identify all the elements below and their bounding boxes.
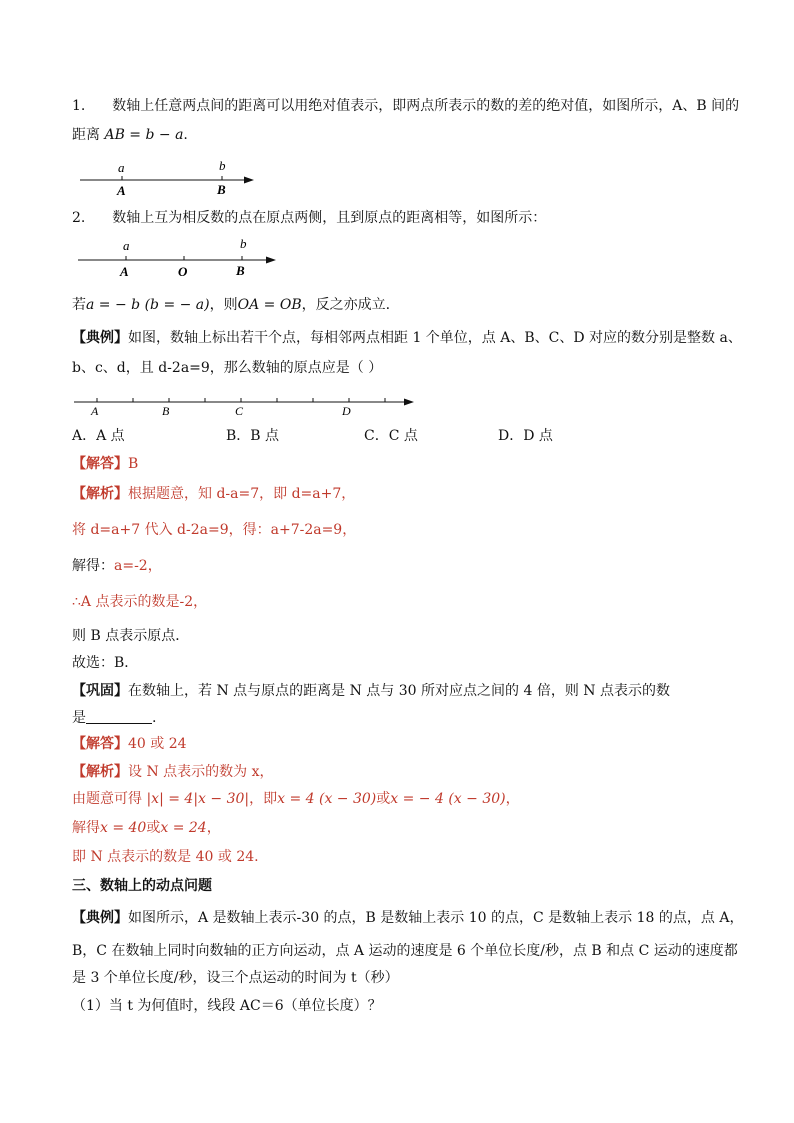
sol2-formula-3: x = − 4 (x − 30) [390,791,506,807]
fig2-label-B: B [236,263,245,278]
section-3-title: 三、数轴上的动点问题 [72,878,212,894]
ex3-q1-text: （1）当 t 为何值时，线段 AC＝6（单位长度）？ [72,998,382,1014]
fig1-label-b: b [219,158,226,173]
sol2-tag: 【解析】 [72,764,128,780]
sol2-text2-suffix: ， [505,791,520,807]
sol2-text2-or: 或 [376,791,391,807]
sol1-text3-prefix: 解得： [72,558,114,574]
ans2-tag: 【解答】 [72,736,128,752]
sol1-text2: 将 d=a+7 代入 d-2a=9，得：a+7-2a=9， [72,522,357,538]
number-line-figure-3 [72,388,422,420]
fig2-label-a: a [123,238,130,253]
p1-number: 1. [72,98,86,114]
p1-line2-prefix: 距离 [72,127,105,143]
p2-number: 2. [72,210,86,226]
sol1-text3-value: a=-2， [114,558,162,574]
p2b-formula1: a = − b (b = − a) [86,297,210,313]
p2-text: 数轴上互为相反数的点在原点两侧，且到原点的距离相等，如图所示： [112,210,547,226]
sol2-text1: 设 N 点表示的数为 x， [128,764,274,780]
ans1-line [72,454,138,474]
sol2-line3 [72,818,221,838]
fig3-label-A: A [91,404,99,418]
option-c[interactable]: C．C 点 [364,428,418,444]
fig3-label-B: B [162,404,170,418]
sol2-text2-mid: ，即 [249,791,278,807]
ex3-question-1 [72,996,382,1016]
ex2-tag: 【巩固】 [72,683,128,699]
ans2-line [72,734,187,754]
ex2-line1 [72,681,670,701]
option-a[interactable]: A．A 点 [72,428,125,444]
sol2-text3-or: 或 [146,820,161,836]
ex1-line2 [72,358,382,378]
ans1-tag: 【解答】 [72,456,128,472]
p2-line1 [72,208,546,228]
p1-text: 数轴上任意两点间的距离可以用绝对值表示，即两点所表示的数的差的绝对值，如图所示，A、B 间的 [112,98,740,114]
fig1-label-B: B [217,182,226,197]
p2b-formula2: OA = OB [237,297,302,313]
sol2-text2-prefix: 由题意可得 [72,791,147,807]
p1-line2-suffix: . [183,127,188,143]
sol1-line3 [72,556,162,576]
option-d[interactable]: D．D 点 [498,428,553,444]
p1-line1 [72,96,739,116]
sol2-line1 [72,762,274,782]
sol1-line2 [72,520,356,540]
p2b-suffix: ，反之亦成立. [301,297,391,313]
fig2-label-A: A [120,264,129,279]
fig2-label-b: b [240,236,247,251]
fig1-label-a: a [118,160,125,175]
number-line-figure-1 [74,156,264,200]
sol2-root-2: x = 24 [160,820,207,836]
p1-formula: AB = b − a [104,127,184,143]
sol2-line4 [72,847,259,867]
ex2-line2 [72,708,156,728]
sol1-line4 [72,592,207,612]
ex1-tag: 【典例】 [72,330,128,346]
sol1-text4: ∴A 点表示的数是-2， [72,594,208,610]
answer-blank[interactable] [86,709,152,724]
sol1-text5: 则 B 点表示原点． [72,628,190,644]
ex3-tag: 【典例】 [72,910,128,926]
sol2-text3-suffix: ， [206,820,221,836]
sol2-formula-2: x = 4 (x − 30) [277,791,377,807]
ex3-text2: B，C 在数轴上同时向数轴的正方向运动，点 A 运动的速度是 6 个单位长度/秒，点 B 和点 C 运动的速度都 [72,943,738,959]
sol2-text4: 即 N 点表示的数是 40 或 24. [72,849,259,865]
sol1-line5 [72,626,189,646]
ex3-line1 [72,908,743,928]
fig3-label-D: D [342,404,351,418]
ex3-text3: 是 3 个单位长度/秒，设三个点运动的时间为 t（秒） [72,970,399,986]
fig2-label-O: O [178,264,188,279]
ans2-value: 40 或 24 [128,736,187,752]
p2b-prefix: 若 [72,297,86,313]
sol2-root-1: x = 40 [100,820,147,836]
ex3-line2 [72,941,738,961]
ex1-text2: b、c、d，且 d-2a=9，那么数轴的原点应是（ ） [72,360,383,376]
sol1-text1: 根据题意，知 d-a=7，即 d=a+7， [128,486,356,502]
sol1-text6: 故选：B． [72,655,139,671]
ex2-text2-suffix: . [152,710,157,726]
sol2-formula-abs: |x| = 4|x − 30| [146,791,250,807]
p2b-mid: ，则 [209,297,238,313]
p2b-line [72,295,390,315]
option-b[interactable]: B．B 点 [226,428,280,444]
fig1-label-A: A [117,183,126,198]
ex1-line1 [72,328,742,348]
p1-line2 [72,125,188,145]
sol1-line6 [72,653,138,673]
sol1-line1 [72,484,355,504]
sol2-text3-prefix: 解得 [72,820,100,836]
ex1-text1: 如图，数轴上标出若干个点，每相邻两点相距 1 个单位，点 A、B、C、D 对应的数分别是整数 a、 [128,330,742,346]
number-line-figure-2 [74,234,284,280]
ex3-line3 [72,968,399,988]
sol2-line2 [72,789,520,809]
ex3-text1: 如图所示，A 是数轴上表示-30 的点，B 是数轴上表示 10 的点，C 是数轴上表示 18 的点，点 A， [128,910,744,926]
ans1-value: B [128,456,139,472]
ex2-text1: 在数轴上，若 N 点与原点的距离是 N 点与 30 所对应点之间的 4 倍，则 N 点表示的数 [128,683,670,699]
fig3-label-C: C [235,404,244,418]
ex2-text2-prefix: 是 [72,710,86,726]
sol1-tag: 【解析】 [72,486,128,502]
